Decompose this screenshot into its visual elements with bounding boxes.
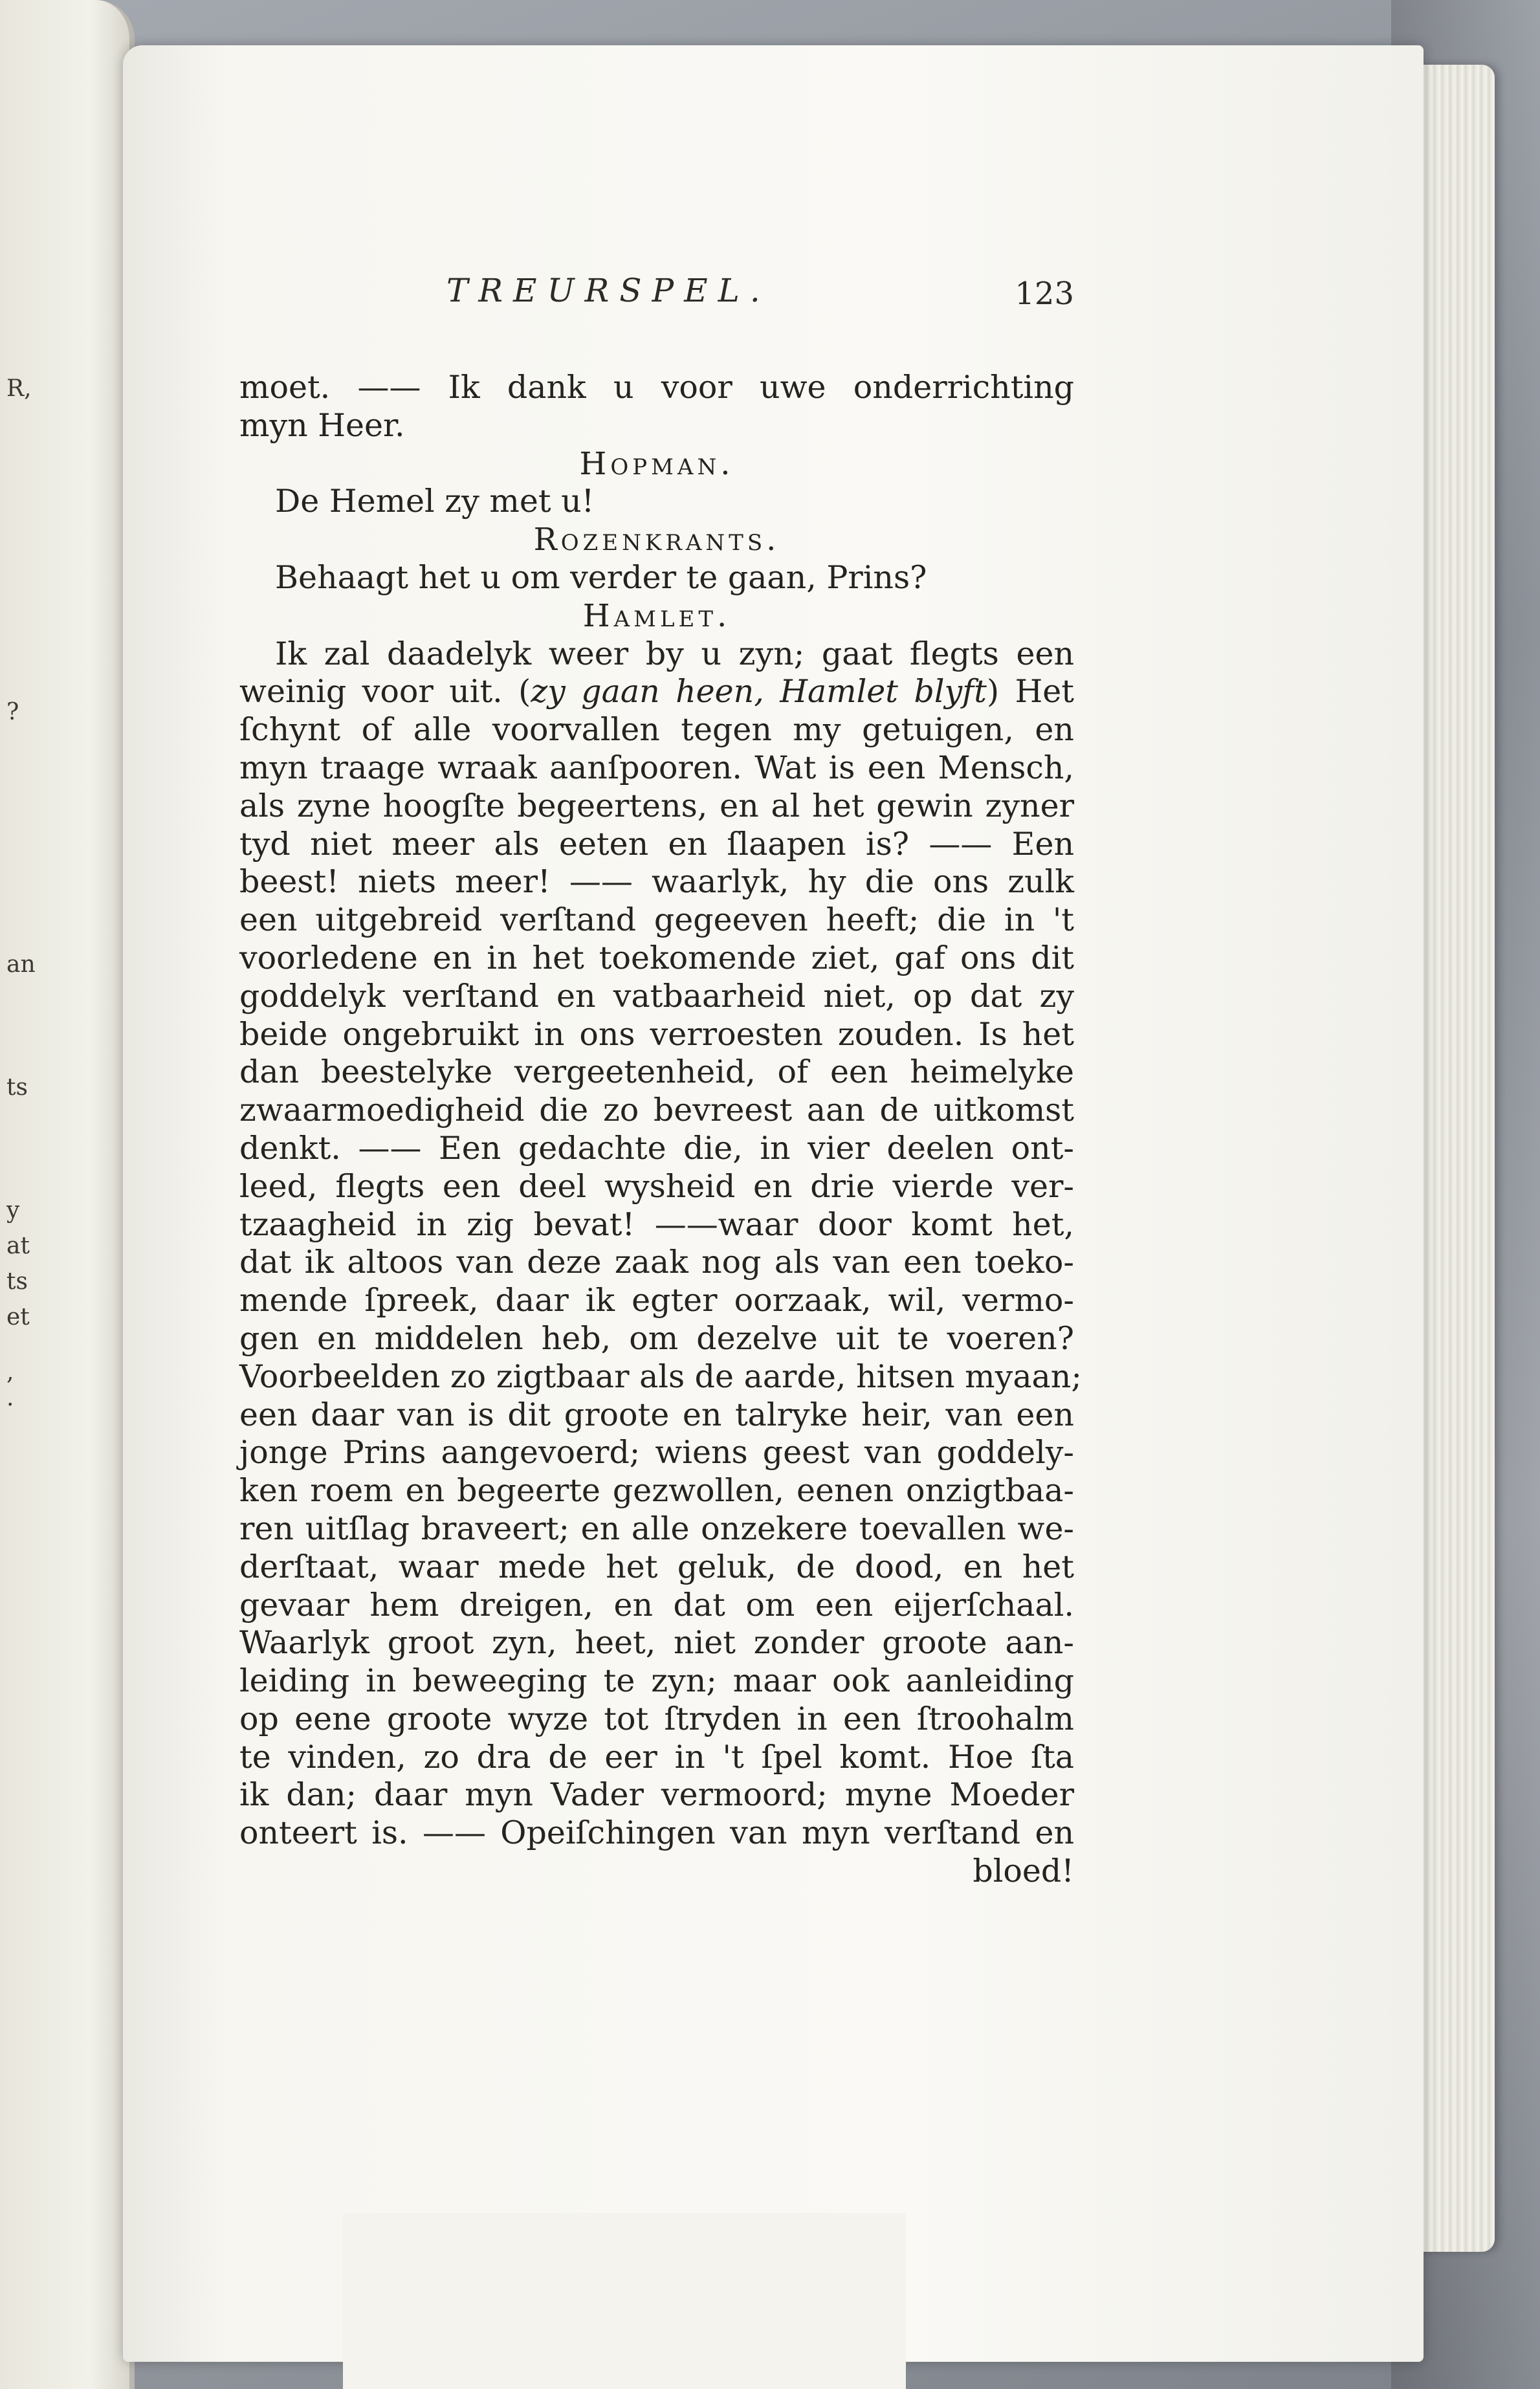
text-line: op eene groote wyze tot ſtryden in een ſtroohalm xyxy=(239,1700,1074,1737)
text-line: dat ik altoos van deze zaak nog als van een toeko- xyxy=(239,1244,1074,1281)
text-line: goddelyk verſtand en vatbaarheid niet, op dat zy xyxy=(239,977,1074,1015)
text-line: mende ſpreek, daar ik egter oorzaak, wil, vermo- xyxy=(239,1282,1074,1319)
text-line: moet. —— Ik dank u voor uwe onderrichting xyxy=(239,369,1074,406)
text-line: als zyne hoogſte begeertens, en al het gewin zyner xyxy=(239,787,1074,824)
page-number: 123 xyxy=(1015,276,1074,312)
text-line: ik dan; daar myn Vader vermoord; myne Moeder xyxy=(239,1776,1074,1814)
text-line: ken roem en begeerte gezwollen, eenen onzigtbaa- xyxy=(239,1472,1074,1510)
text-line: ren uitſlag braveert; en alle onzekere toevallen we- xyxy=(239,1510,1074,1547)
text-block xyxy=(239,369,1082,1891)
text-line: zwaarmoedigheid die zo bevreest aan de uitkomst xyxy=(239,1092,1074,1129)
stage-direction: zy gaan heen, Hamlet blyft xyxy=(531,673,987,710)
text-line: dan beestelyke vergeetenheid, of een heimelyke xyxy=(239,1053,1074,1091)
text-line: een daar van is dit groote en talryke heir, van een xyxy=(239,1396,1074,1433)
text-line: beide ongebruikt in ons verroesten zouden. Is het xyxy=(239,1015,1074,1053)
text-line: onteert is. —— Opeiſchingen van myn verſtand en xyxy=(239,1814,1074,1852)
text-line: denkt. —— Een gedachte die, in vier deelen ont- xyxy=(239,1129,1074,1167)
text-line xyxy=(239,673,1074,711)
speaker-name: Hamlet. xyxy=(582,597,731,634)
facing-page-fragment: , xyxy=(6,1359,14,1385)
text-line: ſchynt of alle voorvallen tegen my getuigen, en xyxy=(239,711,1074,749)
running-title: TREURSPEL. xyxy=(446,272,771,309)
text-line: Waarlyk groot zyn, heet, niet zonder groote aan- xyxy=(239,1624,1074,1662)
facing-page-fragment: ts xyxy=(6,1268,28,1295)
text-line: Ik zal daadelyk weer by u zyn; gaat flegts een xyxy=(275,635,1074,672)
text-line: leiding in beweeging te zyn; maar ook aanleiding xyxy=(239,1662,1074,1700)
facing-page-fragment: . xyxy=(6,1385,14,1411)
text-line: myn Heer. xyxy=(239,406,405,444)
text-line: Voorbeelden zo zigtbaar als de aarde, hitsen myaan; xyxy=(239,1358,1082,1395)
text-line: voorledene en in het toekomende ziet, gaf ons dit xyxy=(239,939,1074,976)
text-line: leed, flegts een deel wysheid en drie vierde ver- xyxy=(239,1167,1074,1205)
text-line: De Hemel zy met u! xyxy=(275,483,595,520)
facing-page-edge xyxy=(0,0,135,2389)
page-label-patch xyxy=(343,2213,906,2389)
text-segment: weinig voor uit. ( xyxy=(239,673,531,710)
facing-page-fragment: at xyxy=(6,1233,30,1259)
text-line: myn traage wraak aanſpooren. Wat is een Mensch, xyxy=(239,749,1074,786)
facing-page-fragment: an xyxy=(6,951,36,978)
text-line: derſtaat, waar mede het geluk, de dood, en het xyxy=(239,1548,1074,1585)
text-line: tyd niet meer als eeten en ſlaapen is? —— Een xyxy=(239,825,1074,863)
text-line: beest! niets meer! —— waarlyk, hy die ons zulk xyxy=(239,863,1074,901)
speaker-name: Rozenkrants. xyxy=(533,522,780,558)
text-line: jonge Prins aangevoerd; wiens geest van goddely- xyxy=(239,1434,1074,1471)
text-line: een uitgebreid verſtand gegeeven heeft; die in 't xyxy=(239,901,1074,939)
text-segment: ) Het xyxy=(987,673,1074,710)
speaker-name: Hopman. xyxy=(579,445,734,482)
text-line: te vinden, zo dra de eer in 't ſpel komt. Hoe ſta xyxy=(239,1738,1074,1776)
text-line: Behaagt het u om verder te gaan, Prins? xyxy=(275,558,927,596)
facing-page-fragment: y xyxy=(6,1197,20,1224)
text-line: tzaagheid in zig bevat! ——waar door komt het, xyxy=(239,1206,1074,1243)
facing-page-fragment: ? xyxy=(6,699,19,725)
facing-page-fragment: et xyxy=(6,1304,30,1330)
facing-page-fragment: R, xyxy=(6,375,32,402)
facing-page-fragment: ts xyxy=(6,1074,28,1101)
text-line: gevaar hem dreigen, en dat om een eijerſchaal. xyxy=(239,1586,1074,1624)
text-line: gen en middelen heb, om dezelve uit te voeren? xyxy=(239,1319,1074,1357)
catchword: bloed! xyxy=(973,1853,1074,1890)
page-header xyxy=(324,272,1074,324)
